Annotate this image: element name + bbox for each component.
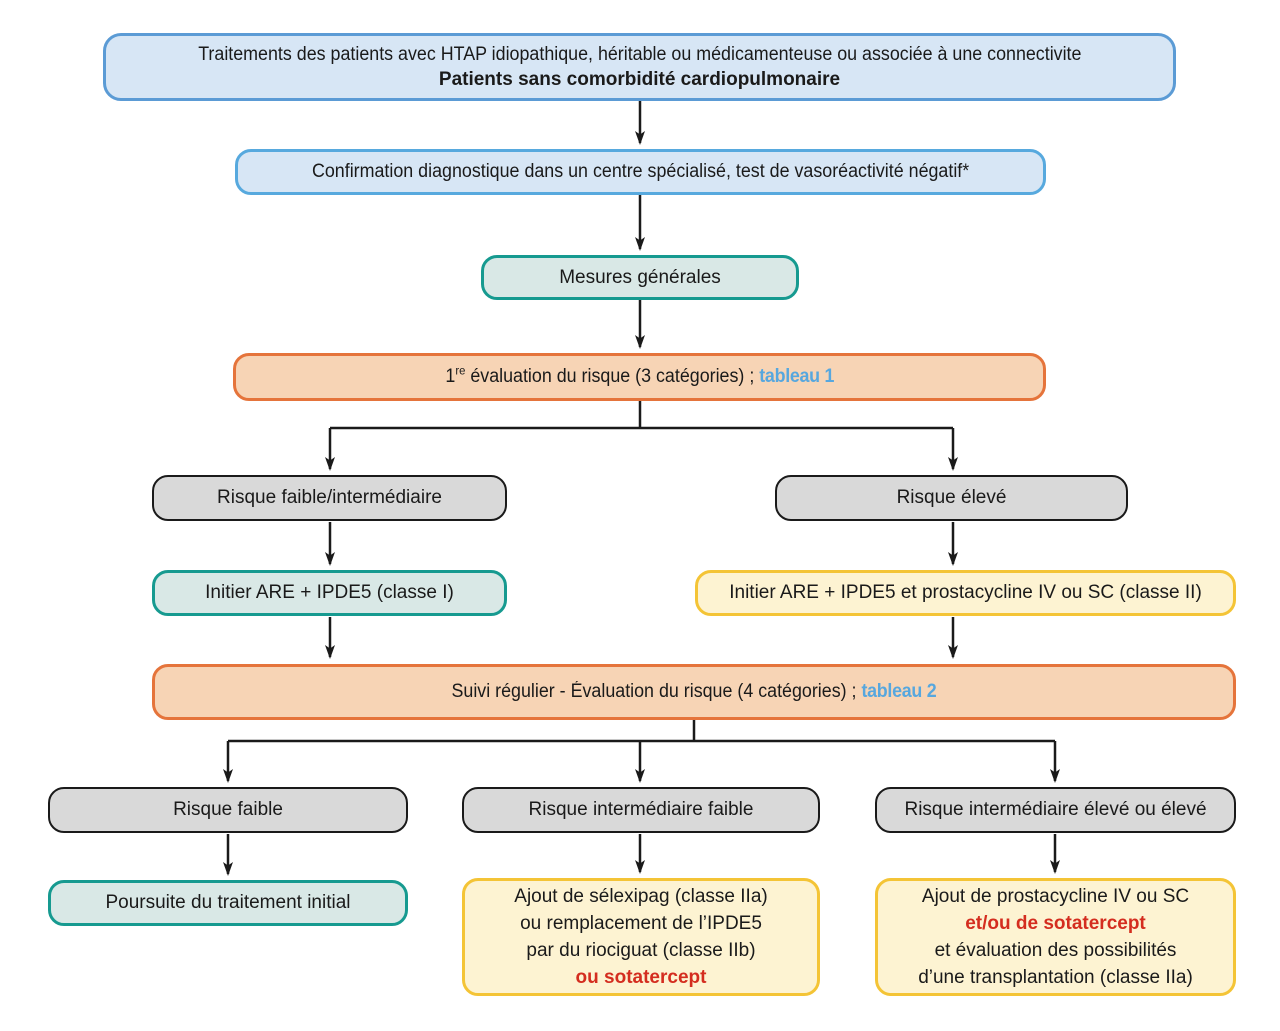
risque-intermediaire-eleve-text: Risque intermédiaire élevé ou élevé <box>904 799 1207 821</box>
eval1-sup: re <box>455 364 466 379</box>
eval1-num: 1 <box>445 366 456 388</box>
ajout-prostacycline-line4: d’une transplantation (classe IIa) <box>918 967 1193 988</box>
box-initier-classe-I <box>152 570 507 616</box>
box-evaluation-1 <box>233 353 1046 401</box>
risque-intermediaire-faible-text: Risque intermédiaire faible <box>528 799 754 821</box>
suivi-text: Suivi régulier - Évaluation du risque (4 catégories) ; <box>451 681 862 703</box>
ajout-prostacycline-line2-red: et/ou de sotatercept <box>965 913 1146 934</box>
ajout-prostacycline-line3: et évaluation des possibilités <box>934 940 1177 961</box>
risque-faible-intermediaire-text: Risque faible/intermédiaire <box>217 487 442 509</box>
box-ajout-prostacycline <box>875 878 1236 996</box>
box-mesures-generales <box>481 255 799 300</box>
box-poursuite-traitement <box>48 880 408 926</box>
box-title <box>103 33 1176 101</box>
ajout-selexipag-line4-red: ou sotatercept <box>575 967 707 988</box>
box-risque-faible <box>48 787 408 833</box>
box-initier-classe-II <box>695 570 1236 616</box>
tableau-2-link[interactable]: tableau 2 <box>861 681 937 703</box>
box-confirmation <box>235 149 1046 195</box>
box-risque-faible-intermediaire <box>152 475 507 521</box>
title-line2: Patients sans comorbidité cardiopulmonaire <box>438 69 841 90</box>
initier-classe-I-text: Initier ARE + IPDE5 (classe I) <box>205 582 454 604</box>
box-risque-intermediaire-faible <box>462 787 820 833</box>
ajout-prostacycline-line1: Ajout de prostacycline IV ou SC <box>921 886 1190 907</box>
title-line1: Traitements des patients avec HTAP idiopathique, héritable ou médicamenteuse ou associée à une connectivite <box>197 43 1082 65</box>
risque-eleve-text: Risque élevé <box>896 487 1007 509</box>
tableau-1-link[interactable]: tableau 1 <box>758 366 834 388</box>
poursuite-text: Poursuite du traitement initial <box>105 892 351 914</box>
box-ajout-selexipag <box>462 878 820 996</box>
eval1-text: évaluation du risque (3 catégories) ; <box>465 366 759 388</box>
initier-classe-II-text: Initier ARE + IPDE5 et prostacycline IV ou SC (classe II) <box>729 582 1202 604</box>
ajout-selexipag-line1: Ajout de sélexipag (classe IIa) <box>514 886 768 907</box>
confirmation-text: Confirmation diagnostique dans un centre spécialisé, test de vasoréactivité négatif* <box>311 161 970 183</box>
ajout-selexipag-line2: ou remplacement de l’IPDE5 <box>520 913 762 934</box>
box-risque-eleve <box>775 475 1128 521</box>
mesures-text: Mesures générales <box>559 266 721 288</box>
risque-faible-text: Risque faible <box>173 799 283 821</box>
box-suivi-regulier <box>152 664 1236 720</box>
ajout-selexipag-line3: par du riociguat (classe IIb) <box>526 940 756 961</box>
box-risque-intermediaire-eleve <box>875 787 1236 833</box>
